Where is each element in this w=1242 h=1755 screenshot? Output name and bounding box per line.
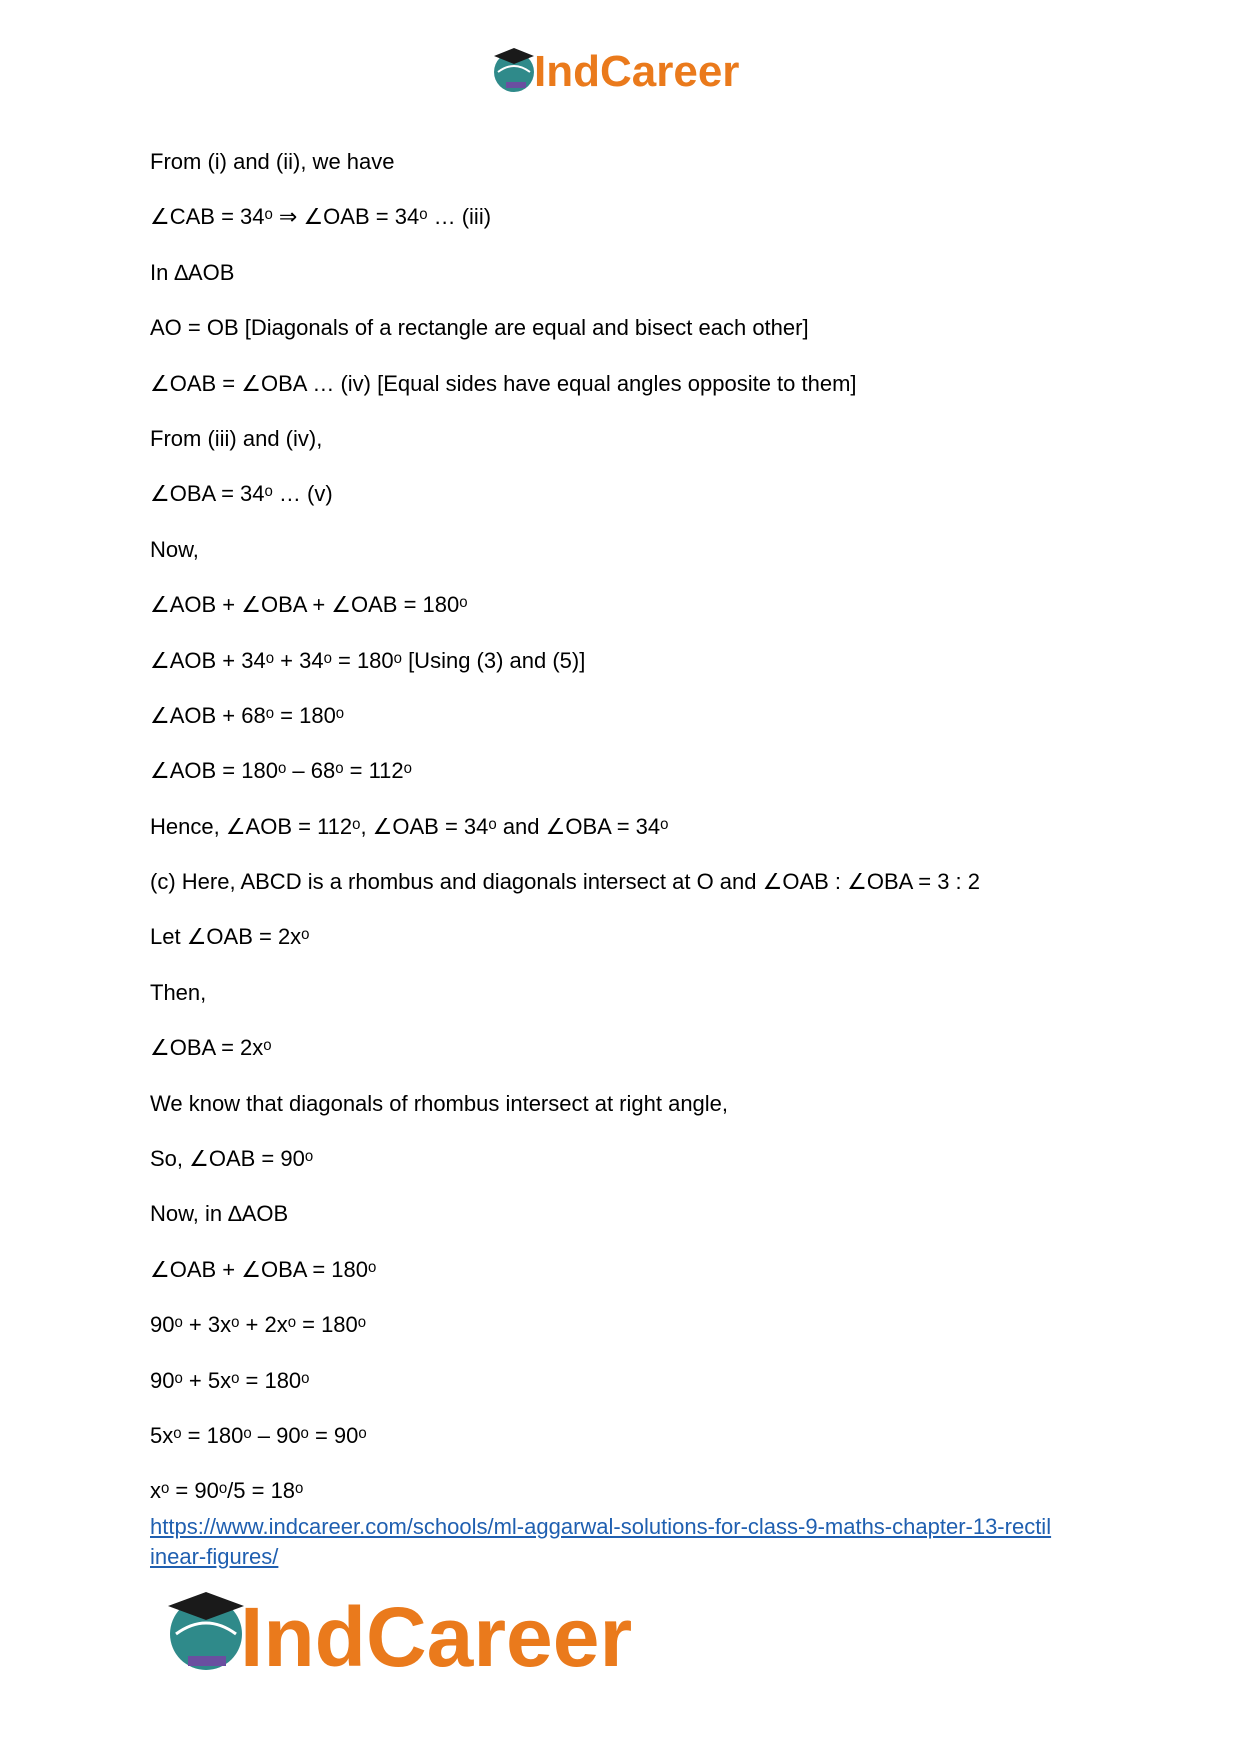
solution-line: In ∆AOB [150,259,235,285]
source-link-line-2: inear-figures/ [150,1544,279,1569]
solution-line: So, ∠OAB = 90ᵒ [150,1146,314,1172]
solution-line: ∠AOB = 180ᵒ – 68ᵒ = 112ᵒ [150,758,412,784]
graduation-cap-globe-icon [494,48,534,92]
source-link-block [150,1512,1110,1572]
solution-content [150,148,1110,1533]
solution-line: 90ᵒ + 3xᵒ + 2xᵒ = 180ᵒ [150,1312,367,1338]
solution-line: AO = OB [Diagonals of a rectangle are equal and bisect each other] [150,315,809,341]
solution-line: ∠AOB + ∠OBA + ∠OAB = 180ᵒ [150,592,468,618]
solution-line: From (i) and (ii), we have [150,149,395,174]
source-link[interactable] [150,1514,1051,1569]
solution-line: ∠AOB + 68ᵒ = 180ᵒ [150,702,345,728]
solution-line: ∠CAB = 34ᵒ ⇒ ∠OAB = 34ᵒ … (iii) [150,204,492,230]
solution-line: 90ᵒ + 5xᵒ = 180ᵒ [150,1367,310,1393]
solution-line: We know that diagonals of rhombus intersect at right angle, [150,1090,729,1116]
solution-line: ∠AOB + 34ᵒ + 34ᵒ = 180ᵒ [Using (3) and (5)] [150,647,586,673]
footer-logo-text: IndCareer [240,1590,633,1676]
graduation-cap-globe-icon [168,1592,244,1670]
solution-line: ∠OBA = 2xᵒ [150,1035,272,1061]
footer-logo [160,1580,700,1676]
header-logo-text: IndCareer [534,47,740,96]
solution-line: Then, [150,979,207,1005]
solution-line: xᵒ = 90ᵒ/5 = 18ᵒ [150,1478,304,1504]
header-logo [488,40,768,98]
solution-line: From (iii) and (iv), [150,425,323,451]
solution-line: ∠OAB + ∠OBA = 180ᵒ [150,1256,377,1282]
solution-line: Let ∠OAB = 2xᵒ [150,924,310,950]
solution-line: 5xᵒ = 180ᵒ – 90ᵒ = 90ᵒ [150,1422,367,1448]
solution-line: Hence, ∠AOB = 112ᵒ, ∠OAB = 34ᵒ and ∠OBA = 34ᵒ [150,813,669,839]
source-link-line-1: https://www.indcareer.com/schools/ml-aggarwal-solutions-for-class-9-maths-chapter-13-rectil [150,1514,1052,1539]
solution-line: ∠OBA = 34ᵒ … (v) [150,481,333,507]
solution-line: ∠OAB = ∠OBA … (iv) [Equal sides have equal angles opposite to them] [150,370,857,396]
solution-line: (c) Here, ABCD is a rhombus and diagonals intersect at O and ∠OAB : ∠OBA = 3 : 2 [150,869,980,895]
solution-line: Now, in ∆AOB [150,1201,289,1227]
solution-line: Now, [150,536,199,562]
